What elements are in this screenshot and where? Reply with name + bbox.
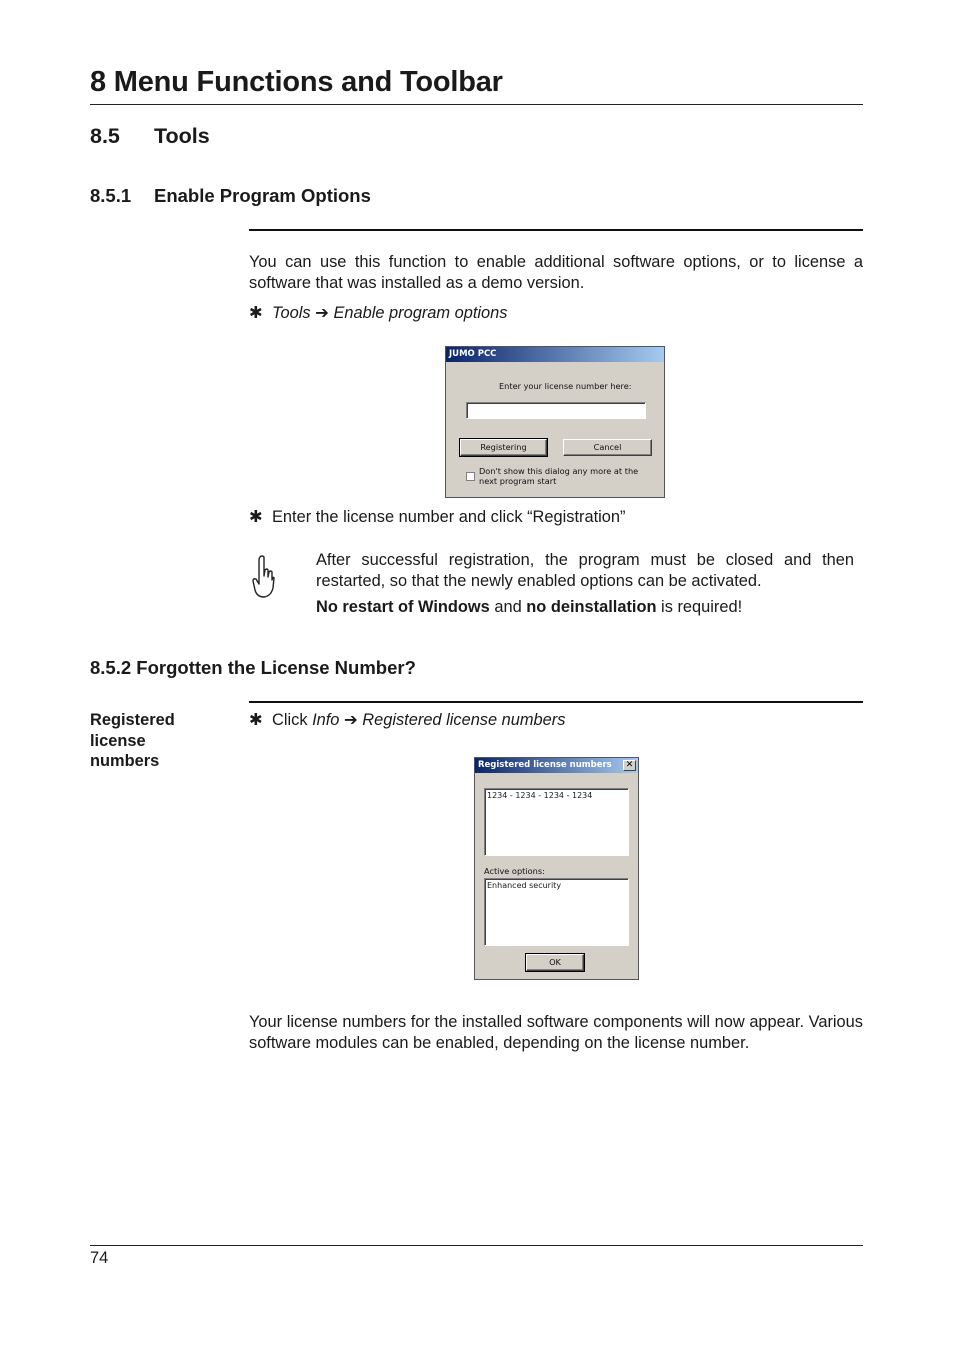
step-prefix: Click [272, 711, 313, 729]
step-bullet-icon: ✱ [249, 304, 263, 322]
step-bullet-icon: ✱ [249, 711, 263, 729]
cancel-button[interactable]: Cancel [563, 439, 652, 456]
subsection-number: 8.5.1 [90, 185, 132, 206]
step-click-info [249, 710, 565, 731]
subsection-title: Enable Program Options [154, 185, 371, 206]
page-number: 74 [90, 1249, 109, 1267]
subsection-divider [249, 229, 863, 231]
registered-licenses-dialog [474, 757, 639, 980]
section-number: 8.5 [90, 124, 120, 148]
step-enter-license [249, 507, 625, 528]
step-enable-options [249, 303, 507, 324]
intro-paragraph: You can use this function to enable additional software options, or to license a software that was installed as a demo version. [249, 253, 863, 292]
subsection-title: Forgotten the License Number? [136, 657, 416, 678]
menu-name: Info [312, 711, 340, 729]
dialog-titlebar [475, 758, 638, 773]
close-icon[interactable]: ✕ [623, 760, 636, 771]
subsection-heading-forgotten [90, 657, 416, 679]
arrow-icon: ➔ [315, 304, 329, 322]
chapter-title: 8 Menu Functions and Toolbar [90, 66, 503, 98]
step-text: Enter the license number and click “Registration” [272, 508, 626, 526]
section-heading [90, 124, 210, 149]
note-paragraph: After successful registration, the program must be closed and then restarted, so that the newly enabled options can be activated. [316, 551, 854, 590]
arrow-icon: ➔ [343, 711, 358, 729]
license-number-input[interactable] [466, 402, 646, 419]
dialog-titlebar: JUMO PCC [446, 347, 664, 362]
note-bold-windows: No restart of Windows [316, 598, 490, 616]
pointing-hand-icon [250, 554, 276, 600]
dialog-title: Registered license numbers [478, 760, 612, 770]
outro-paragraph: Your license numbers for the installed software components will now appear. Various software modules can be enabled, depending on the license number. [249, 1013, 863, 1052]
license-list-box[interactable] [484, 788, 629, 856]
license-list-item: 1234 - 1234 - 1234 - 1234 [487, 791, 593, 800]
side-label: Registered license numbers [90, 711, 175, 770]
menu-item-name: Registered license numbers [362, 711, 566, 729]
footer-divider [90, 1245, 863, 1246]
note-mid: and [489, 598, 527, 616]
subsection-heading-enable [90, 185, 371, 207]
note-bold-deinstall: no deinstallation [526, 598, 657, 616]
subsection-number: 8.5.2 [90, 657, 132, 678]
step-bullet-icon: ✱ [249, 508, 263, 526]
ok-button[interactable]: OK [526, 954, 584, 971]
menu-name: Tools [272, 304, 311, 322]
active-options-label: Active options: [484, 866, 545, 876]
active-option-item: Enhanced security [487, 881, 562, 890]
subsection-divider [249, 701, 863, 703]
license-prompt: Enter your license number here: [499, 381, 632, 391]
dont-show-label: Don't show this dialog any more at the next program start [479, 466, 639, 486]
note-tail: is required! [656, 598, 743, 616]
active-options-box[interactable] [484, 878, 629, 946]
license-dialog [445, 346, 665, 498]
section-title: Tools [154, 124, 210, 148]
registering-button[interactable]: Registering [460, 439, 547, 456]
dont-show-checkbox[interactable] [466, 472, 475, 481]
chapter-divider [90, 104, 863, 105]
note-emphasis [316, 597, 854, 618]
menu-item-name: Enable program options [333, 304, 508, 322]
